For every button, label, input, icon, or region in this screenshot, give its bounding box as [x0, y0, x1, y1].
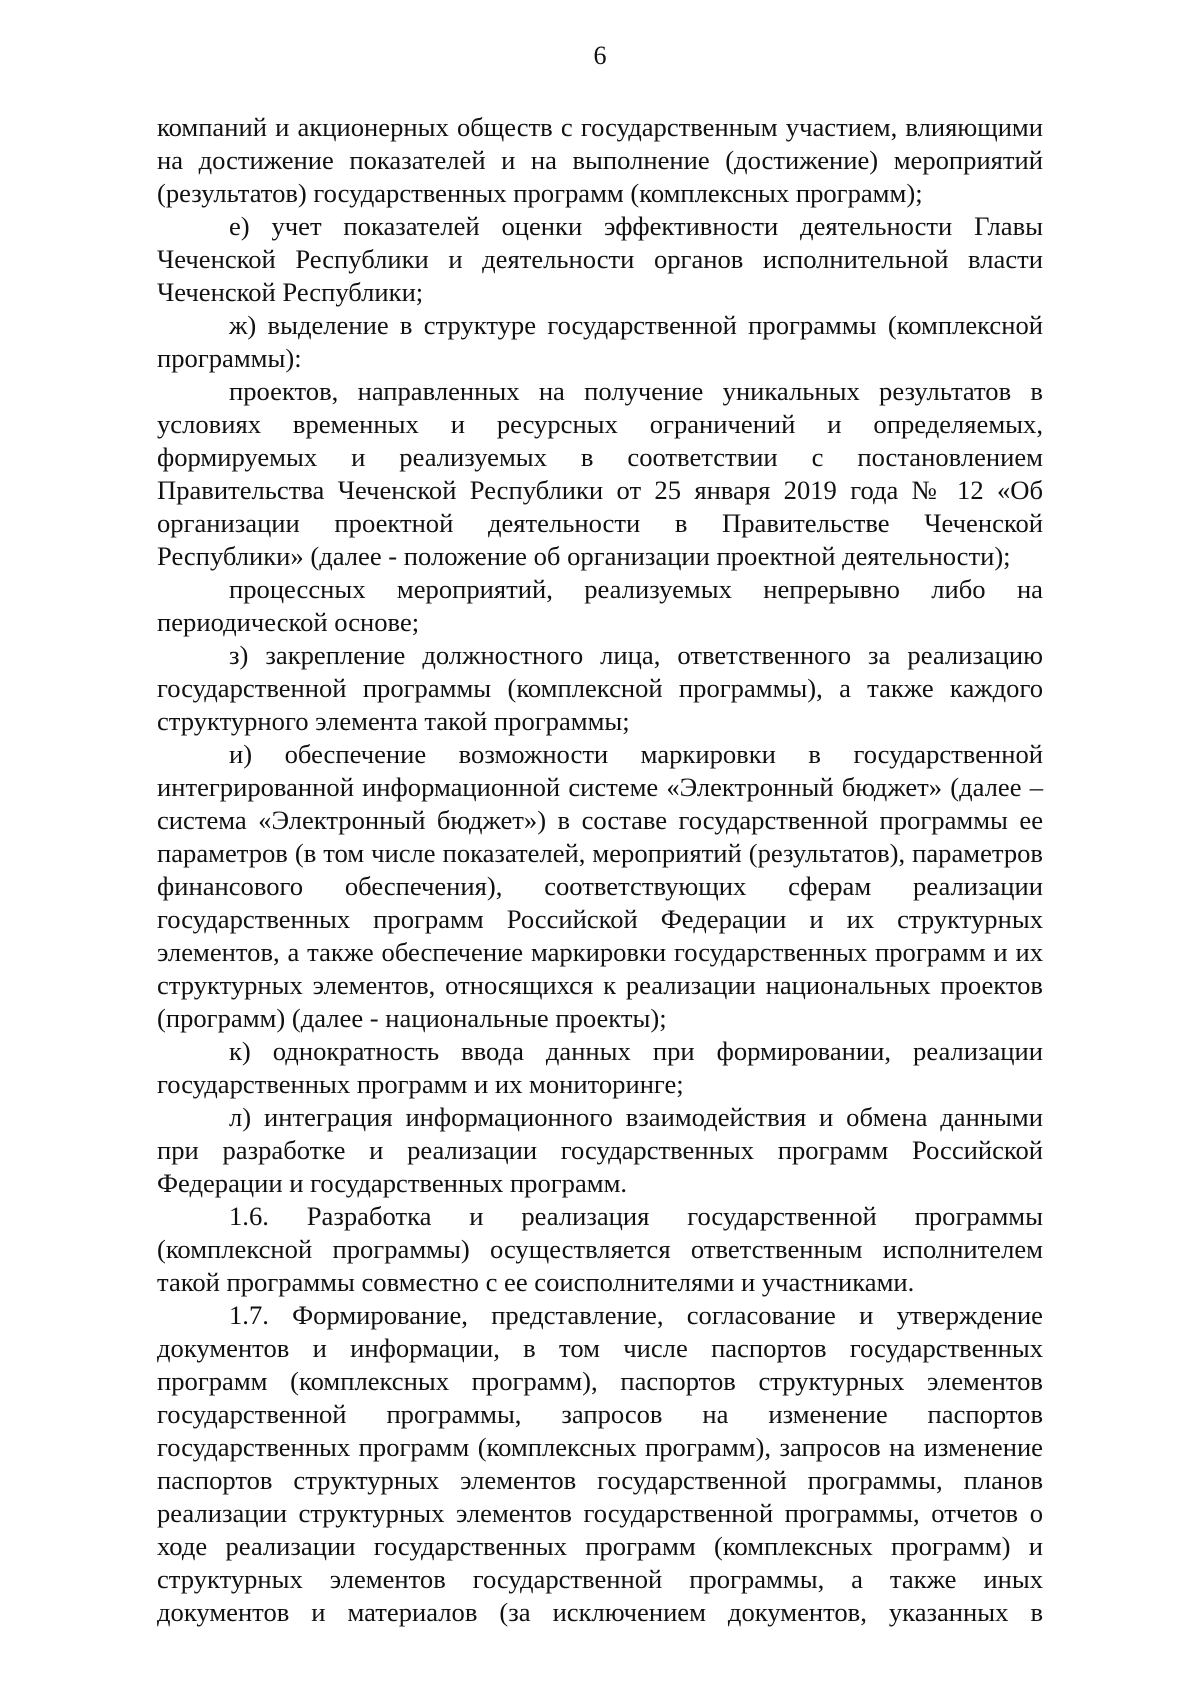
paragraph: проектов, направленных на получение уникальных результатов в условиях временных и ресурсных ограничений и определяемых, формируемых и реализуемых в соответствии с постановлением Правительства Чеченской Республики от 25 января 2019 года № 12 «Об организации проектной деятельности в Правительстве Чеченской Республики» (далее - положение об организации проектной деятельности);	[157, 376, 1043, 571]
paragraph: 1.7. Формирование, представление, согласование и утверждение документов и информации, в том числе паспортов государственных программ (комплексных программ), паспортов структурных элементов государственной программы, запросов на изменение паспортов государственных программ (комплексных программ), запросов на изменение паспортов структурных элементов государственной программы, планов реализации структурных элементов государственной программы, отчетов о ходе реализации государственных программ (комплексных программ) и структурных элементов государственной программы, а также иных документов и материалов (за исключением документов, указанных в	[157, 1300, 1043, 1627]
paragraph: компаний и акционерных обществ с государственным участием, влияющими на достижение показателей и на выполнение (достижение) мероприятий (результатов) государственных программ (комплексных программ);	[157, 112, 1043, 208]
paragraph: е) учет показателей оценки эффективности деятельности Главы Чеченской Республики и деятельности органов исполнительной власти Чеченской Республики;	[157, 211, 1043, 307]
paragraph: з) закрепление должностного лица, ответственного за реализацию государственной программы (комплексной программы), а также каждого структурного элемента такой программы;	[157, 640, 1043, 736]
paragraph: 1.6. Разработка и реализация государственной программы (комплексной программы) осуществляется ответственным исполнителем такой программы совместно с ее соисполнителями и участниками.	[157, 1201, 1043, 1297]
document-body	[157, 111, 1043, 1629]
paragraph: к) однократность ввода данных при формировании, реализации государственных программ и их мониторинге;	[157, 1036, 1043, 1099]
paragraph: л) интеграция информационного взаимодействия и обмена данными при разработке и реализации государственных программ Российской Федерации и государственных программ.	[157, 1102, 1043, 1198]
paragraph: ж) выделение в структуре государственной программы (комплексной программы):	[157, 310, 1043, 373]
paragraph: и) обеспечение возможности маркировки в государственной интегрированной информационной системе «Электронный бюджет» (далее – система «Электронный бюджет») в составе государственной программы ее параметров (в том числе показателей, мероприятий (результатов), параметров финансового обеспечения), соответствующих сферам реализации государственных программ Российской Федерации и их структурных элементов, а также обеспечение маркировки государственных программ и их структурных элементов, относящихся к реализации национальных проектов (программ) (далее - национальные проекты);	[157, 739, 1043, 1033]
paragraph: процессных мероприятий, реализуемых непрерывно либо на периодической основе;	[157, 574, 1043, 637]
page-number: 6	[593, 41, 607, 70]
